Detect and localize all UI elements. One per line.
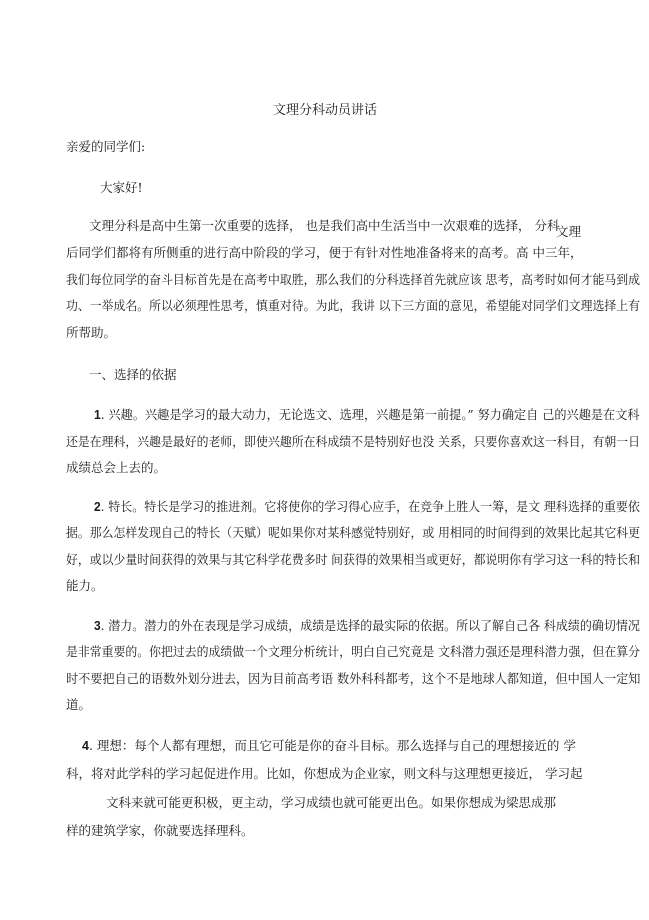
item-2-text: . 特长。特长是学习的推进剂。它将使你的学习得心应手，在竞争上胜人一筹，是文 理科选择的重要依	[100, 499, 640, 514]
item-1-line-3: 成绩总会上去的。	[66, 460, 167, 475]
intro-line-4: 功、一举成名。所以必须理性思考，慎重对待。为此，我讲 以下三方面的意见，希望能对同学们文理选择上有	[66, 298, 640, 313]
item-3-text: . 潜力。潜力的外在表现是学习成绩，成绩是选择的最实际的依据。所以了解自己各 科成绩的确切情况	[100, 618, 640, 633]
section-heading: 一、选择的依据	[89, 367, 177, 382]
page-title: 文理分科动员讲话	[273, 103, 378, 118]
salutation: 亲爱的同学们:	[66, 139, 146, 154]
item-3-line-3: 时不要把自己的语数外划分进去，因为目前高考语 数外科科都考，这个不是地球人都知道，但中国人一定知	[66, 671, 641, 686]
item-2-line-1	[94, 501, 640, 514]
intro-line-1: 文理分科是高中生第一次重要的选择， 也是我们高中生活当中一次艰难的选择， 分科	[89, 218, 560, 233]
item-4-line-1	[82, 740, 576, 753]
item-1-number: 1	[94, 408, 101, 422]
item-1-text: . 兴趣。兴趣是学习的最大动力，无论选文、选理，兴趣是第一前提。” 努力确定自 己的兴趣是在文科	[100, 407, 640, 422]
intro-line-2: 后同学们都将有所侧重的进行高中阶段的学习，便于有针对性地准备将来的高考。高 中三年，	[66, 245, 583, 260]
item-2-line-4: 能力。	[66, 578, 104, 593]
item-2-number: 2	[94, 500, 101, 514]
item-3-line-2: 是非常重要的。你把过去的成绩做一个文理分析统计，明白自己究竟是 文科潜力强还是理科潜力强，但在算分	[66, 644, 640, 659]
item-4-text: . 理想：每个人都有理想，而且它可能是你的奋斗目标。那么选择与自己的理想接近的 学	[88, 738, 576, 753]
item-4-number: 4	[82, 739, 89, 753]
item-4-line-3: 文科来就可能更积极，更主动，学习成绩也就可能更出色。如果你想成为梁思成那	[106, 795, 557, 810]
item-2-line-2: 据。那么怎样发现自己的特长（天赋）呢如果你对某科感觉特别好，或 用相同的时间得到的效果比起其它科更	[66, 525, 640, 540]
item-4-line-2: 科，将对此学科的学习起促进作用。比如，你想成为企业家，则文科与这理想更接近， 学习起	[66, 766, 583, 781]
item-3-line-4: 道。	[66, 697, 92, 712]
item-4-line-4: 样的建筑学家，你就要选择理科。	[66, 823, 254, 838]
intro-line-5: 所帮助。	[66, 325, 117, 340]
item-1-line-2: 还是在理科，兴趣是最好的老师，即使兴趣所在科成绩不是特别好也没 关系，只要你喜欢这一科目，有朝一日	[66, 434, 640, 449]
item-3-line-1	[94, 620, 640, 633]
intro-line-3: 我们每位同学的奋斗目标首先是在高考中取胜，那么我们的分科选择首先就应该 思考，高考时如何才能马到成	[66, 272, 640, 287]
greeting: 大家好!	[100, 180, 143, 195]
item-3-number: 3	[94, 619, 101, 633]
intro-line-1-tail: 文理	[556, 224, 582, 239]
item-1-line-1	[94, 409, 640, 422]
item-2-line-3: 好，或以少量时间获得的效果与其它科学花费多时 间获得的效果相当或更好，都说明你有学习这一科的特长和	[66, 552, 640, 567]
